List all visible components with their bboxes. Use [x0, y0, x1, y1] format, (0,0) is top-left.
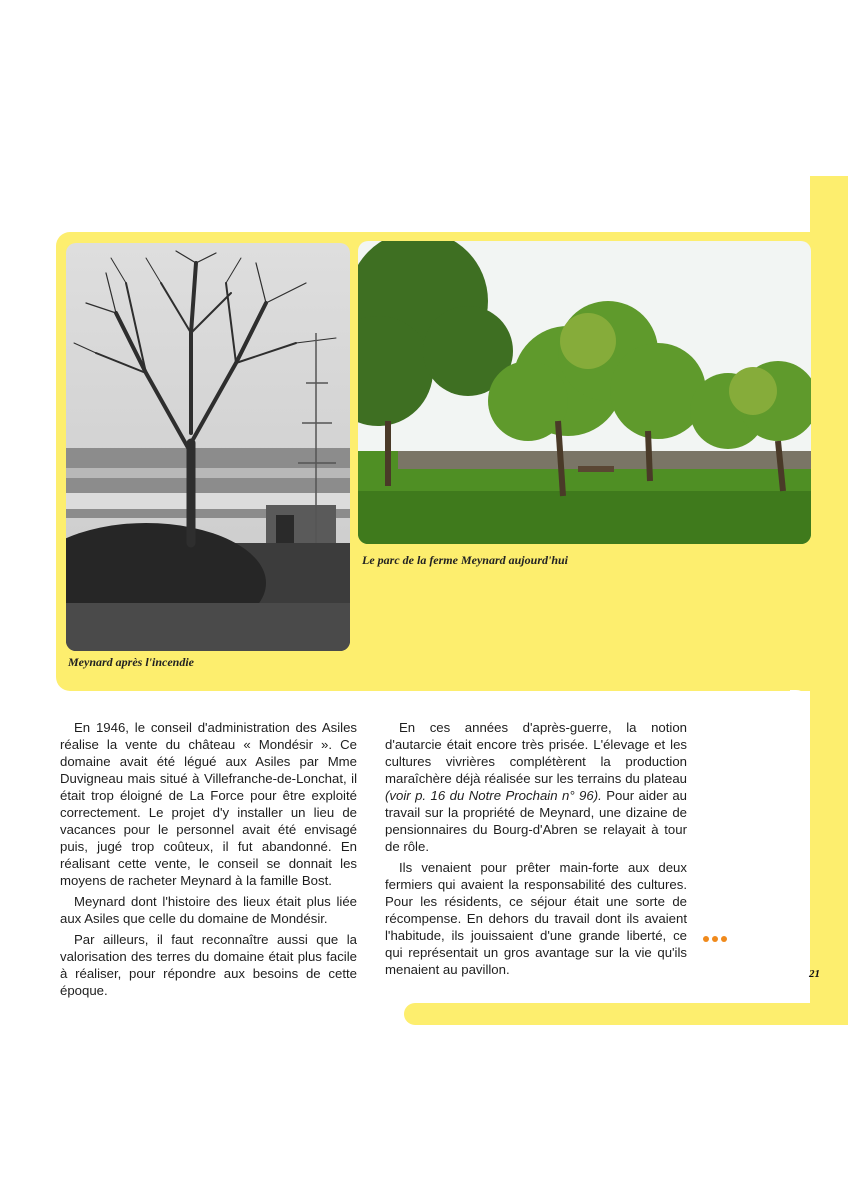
- yellow-bottom-join: [790, 960, 810, 1003]
- paragraph: Meynard dont l'histoire des lieux était plus liée aux Asiles que celle du domaine de Mondésir.: [60, 894, 357, 926]
- yellow-bottom-bar: [404, 1003, 848, 1025]
- page-number: 21: [809, 968, 820, 980]
- right-text-column: [385, 719, 687, 982]
- paragraph: Ils venaient pour prêter main-forte aux deux fermiers qui avaient la responsabilité des cultures. Pour les résidents, ce séjour était une sorte de récompense. En dehors du travail dont ils avaient l'habitude, ils jouissaient d'une grande liberté, ce qui représentait un gros avantage sur la vie qu'ils menaient au pavillon.: [385, 860, 687, 977]
- end-of-article-dots-icon: [703, 936, 727, 942]
- paragraph: En 1946, le conseil d'administration des Asiles réalise la vente du château « Mondésir ». Ce domaine avait été légué aux Asiles par Mme Duvigneau mais situé à Villefranche-de-Lonchat, il était trop éloigné de La Force pour être exploité correctement. Le projet d'y installer un lieu de vacances pour le personnel avait été envisagé puis, jugé trop coûteux, il fut abandonné. En réalisant cette vente, le conseil se donnait les moyens de racheter Meynard à la famille Bost.: [60, 720, 357, 888]
- orchard-photo: [358, 241, 811, 544]
- paragraph: Par ailleurs, il faut reconnaître aussi que la valorisation des terres du domaine était plus facile à réaliser, pour répondre aux besoins de cette époque.: [60, 932, 357, 998]
- left-photo-caption: Meynard après l'incendie: [68, 655, 194, 669]
- right-photo-caption: Le parc de la ferme Meynard aujourd'hui: [362, 553, 568, 567]
- old-photo-meynard: [66, 243, 350, 651]
- white-corner-notch: [790, 690, 810, 970]
- issue-reference: (voir p. 16 du Notre Prochain n° 96).: [385, 788, 602, 803]
- left-text-column: [60, 719, 357, 1003]
- yellow-side-strip: [810, 176, 848, 256]
- paragraph: En ces années d'après-guerre, la notion d'autarcie était encore très prisée. L'élevage et les cultures vivrières complétèrent la production maraîchère déjà réalisée sur les terrains du plateau (voir p. 16 du Notre Prochain n° 96). Pour aider au travail sur la propriété de Meynard, une dizaine de pensionnaires du Bourg-d'Abren se relayait à tour de rôle.: [385, 720, 687, 854]
